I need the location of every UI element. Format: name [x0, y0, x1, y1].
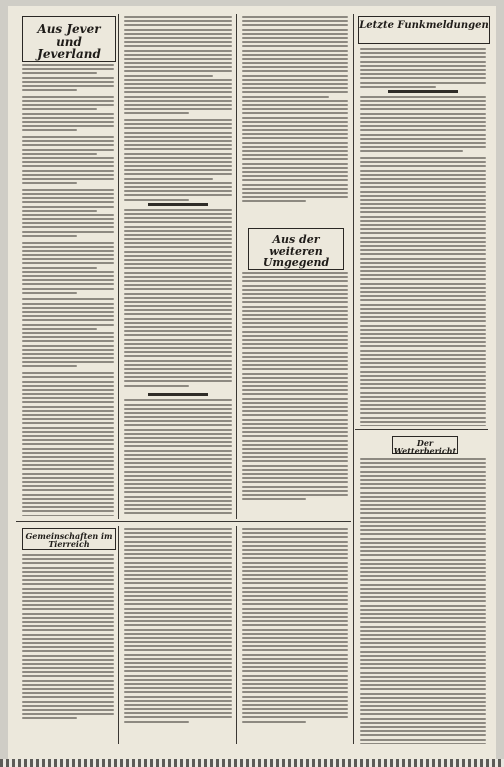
- bottom-column-rule-2: [236, 526, 237, 744]
- column-3-text-top: [242, 16, 348, 224]
- newspaper-page: [8, 6, 496, 762]
- headline-box-jever: [22, 16, 116, 62]
- section-rule-right: [355, 429, 488, 430]
- subheading-bar: [388, 90, 457, 93]
- right-column-text-bottom: [360, 458, 486, 744]
- column-3-text-bottom: [242, 272, 348, 516]
- bottom-column-rule-1: [118, 526, 119, 744]
- headline-wetterbericht: Der Wetterbericht: [393, 438, 457, 457]
- headline-box-wetterbericht: [392, 436, 458, 457]
- headline-box-umgegend: [248, 228, 344, 270]
- bottom-column-1-text: [22, 554, 114, 744]
- subheading-bar: [148, 393, 207, 396]
- section-rule: [16, 521, 351, 522]
- column-rule-1: [118, 14, 119, 519]
- headline-umgegend: Aus der weiteren Umgegend: [262, 233, 330, 270]
- scan-calibration-strip: [0, 759, 504, 767]
- bottom-column-2-text: [124, 528, 232, 744]
- right-column-text-top: [360, 48, 486, 426]
- bottom-column-3-text: [242, 528, 348, 744]
- headline-box-funkmeldungen: [358, 16, 490, 44]
- headline-box-tierreich: [22, 528, 116, 550]
- headline-tierreich: Gemeinschaften im Tierreich: [25, 531, 113, 550]
- headline-funkmeldungen: Letzte Funkmeldungen: [359, 20, 489, 31]
- subheading-bar: [148, 203, 207, 206]
- column-2-text: [124, 16, 232, 516]
- headline-jever: Aus Jever und Jeverland: [37, 22, 101, 62]
- column-rule-2: [236, 14, 237, 519]
- column-rule-3: [353, 14, 354, 744]
- column-1-text: [22, 64, 114, 516]
